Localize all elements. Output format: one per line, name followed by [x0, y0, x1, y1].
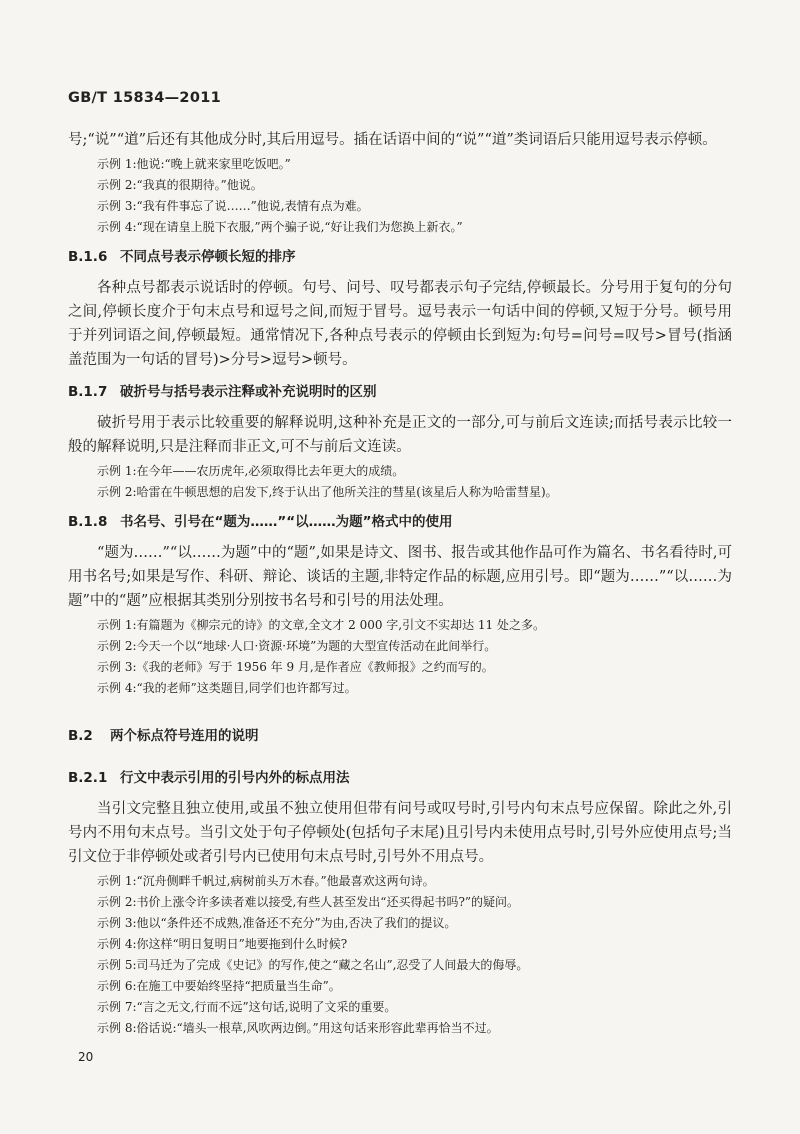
example-line: 示例 2:今天一个以“地球·人口·资源·环境”为题的大型宣传活动在此间举行。	[97, 639, 497, 653]
section-title: 书名号、引号在“题为……”“以……为题”格式中的使用	[120, 514, 453, 530]
example-line: 示例 7:“言之无文,行而不远”这句话,说明了文采的重要。	[97, 1000, 397, 1014]
section-number: B.1.7	[68, 384, 108, 400]
section-number: B.2	[68, 728, 93, 744]
example-line: 示例 3:他以“条件还不成熟,准备还不充分”为由,否决了我们的提议。	[97, 916, 457, 930]
example-line: 示例 2:哈雷在牛顿思想的启发下,终于认出了他所关注的彗星(该星后人称为哈雷彗星)。	[97, 485, 558, 499]
section-title: 不同点号表示停顿长短的排序	[120, 249, 296, 265]
standard-number: GB/T 15834—2011	[68, 90, 221, 106]
page-content	[68, 128, 732, 1039]
example-line: 示例 5:司马迁为了完成《史记》的写作,使之“藏之名山”,忍受了人间最大的侮辱。	[97, 958, 529, 972]
section-heading-b17	[68, 382, 732, 402]
paragraph: 号;“说”“道”后还有其他成分时,其后用逗号。插在话语中间的“说”“道”类词语后只能用逗号表示停顿。	[68, 132, 717, 148]
example-line: 示例 3:“我有件事忘了说……”他说,表情有点为难。	[97, 199, 369, 213]
example-line: 示例 4:“现在请皇上脱下衣服,”两个骗子说,“好让我们为您换上新衣。”	[97, 220, 463, 234]
section-heading-b16	[68, 247, 732, 267]
section-title: 行文中表示引用的引号内外的标点用法	[120, 770, 350, 786]
section-number: B.1.6	[68, 249, 108, 265]
section-number: B.2.1	[68, 770, 108, 786]
example-line: 示例 1:在今年——农历虎年,必须取得比去年更大的成绩。	[97, 464, 405, 478]
example-line: 示例 3:《我的老师》写于 1956 年 9 月,是作者应《教师报》之约而写的。	[97, 660, 494, 674]
paragraph: “题为……”“以……为题”中的“题”,如果是诗文、图书、报告或其他作品可作为篇名、书名看待时,可用书名号;如果是写作、科研、辩论、谈话的主题,非特定作品的标题,应用引号。即“题为……”“以……为题”中的“题”应根据其类别分别按书名号和引号的用法处理。	[68, 545, 732, 609]
example-line: 示例 1:他说:“晚上就来家里吃饭吧。”	[97, 157, 291, 171]
section-heading-b21	[68, 768, 732, 788]
example-line: 示例 1:有篇题为《柳宗元的诗》的文章,全文才 2 000 字,引文不实却达 11 处之多。	[97, 618, 546, 632]
section-heading-b2	[68, 726, 732, 746]
section-heading-b18	[68, 512, 732, 532]
example-line: 示例 6:在施工中要始终坚持“把质量当生命”。	[97, 979, 341, 993]
example-line: 示例 4:你这样“明日复明日”地要拖到什么时候?	[97, 937, 348, 951]
paragraph: 当引文完整且独立使用,或虽不独立使用但带有问号或叹号时,引号内句末点号应保留。除此之外,引号内不用句末点号。当引文处于句子停顿处(包括句子末尾)且引号内未使用点号时,引号外应使用点号;当引文位于非停顿处或者引号内已使用句末点号时,引号外不用点号。	[68, 801, 732, 865]
section-title: 两个标点符号连用的说明	[110, 728, 259, 744]
example-line: 示例 4:“我的老师”这类题目,同学们也许都写过。	[97, 681, 357, 695]
example-line: 示例 8:俗话说:“墙头一根草,风吹两边倒。”用这句话来形容此辈再恰当不过。	[97, 1021, 499, 1035]
page-number: 20	[78, 1050, 94, 1064]
section-title: 破折号与括号表示注释或补充说明时的区别	[120, 384, 377, 400]
section-number: B.1.8	[68, 514, 108, 530]
paragraph: 破折号用于表示比较重要的解释说明,这种补充是正文的一部分,可与前后文连读;而括号表示比较一般的解释说明,只是注释而非正文,可不与前后文连读。	[68, 415, 732, 455]
paragraph: 各种点号都表示说话时的停顿。句号、问号、叹号都表示句子完结,停顿最长。分号用于复句的分句之间,停顿长度介于句末点号和逗号之间,而短于冒号。逗号表示一句话中间的停顿,又短于分号。顿号用于并列词语之间,停顿最短。通常情况下,各种点号表示的停顿由长到短为:句号=问号=叹号>冒号(指涵盖范围为一句话的冒号)>分号>逗号>顿号。	[68, 280, 732, 368]
example-line: 示例 1:“沉舟侧畔千帆过,病树前头万木春。”他最喜欢这两句诗。	[97, 874, 435, 888]
example-line: 示例 2:“我真的很期待。”他说。	[97, 178, 263, 192]
example-line: 示例 2:书价上涨令许多读者难以接受,有些人甚至发出“还买得起书吗?”的疑问。	[97, 895, 520, 909]
